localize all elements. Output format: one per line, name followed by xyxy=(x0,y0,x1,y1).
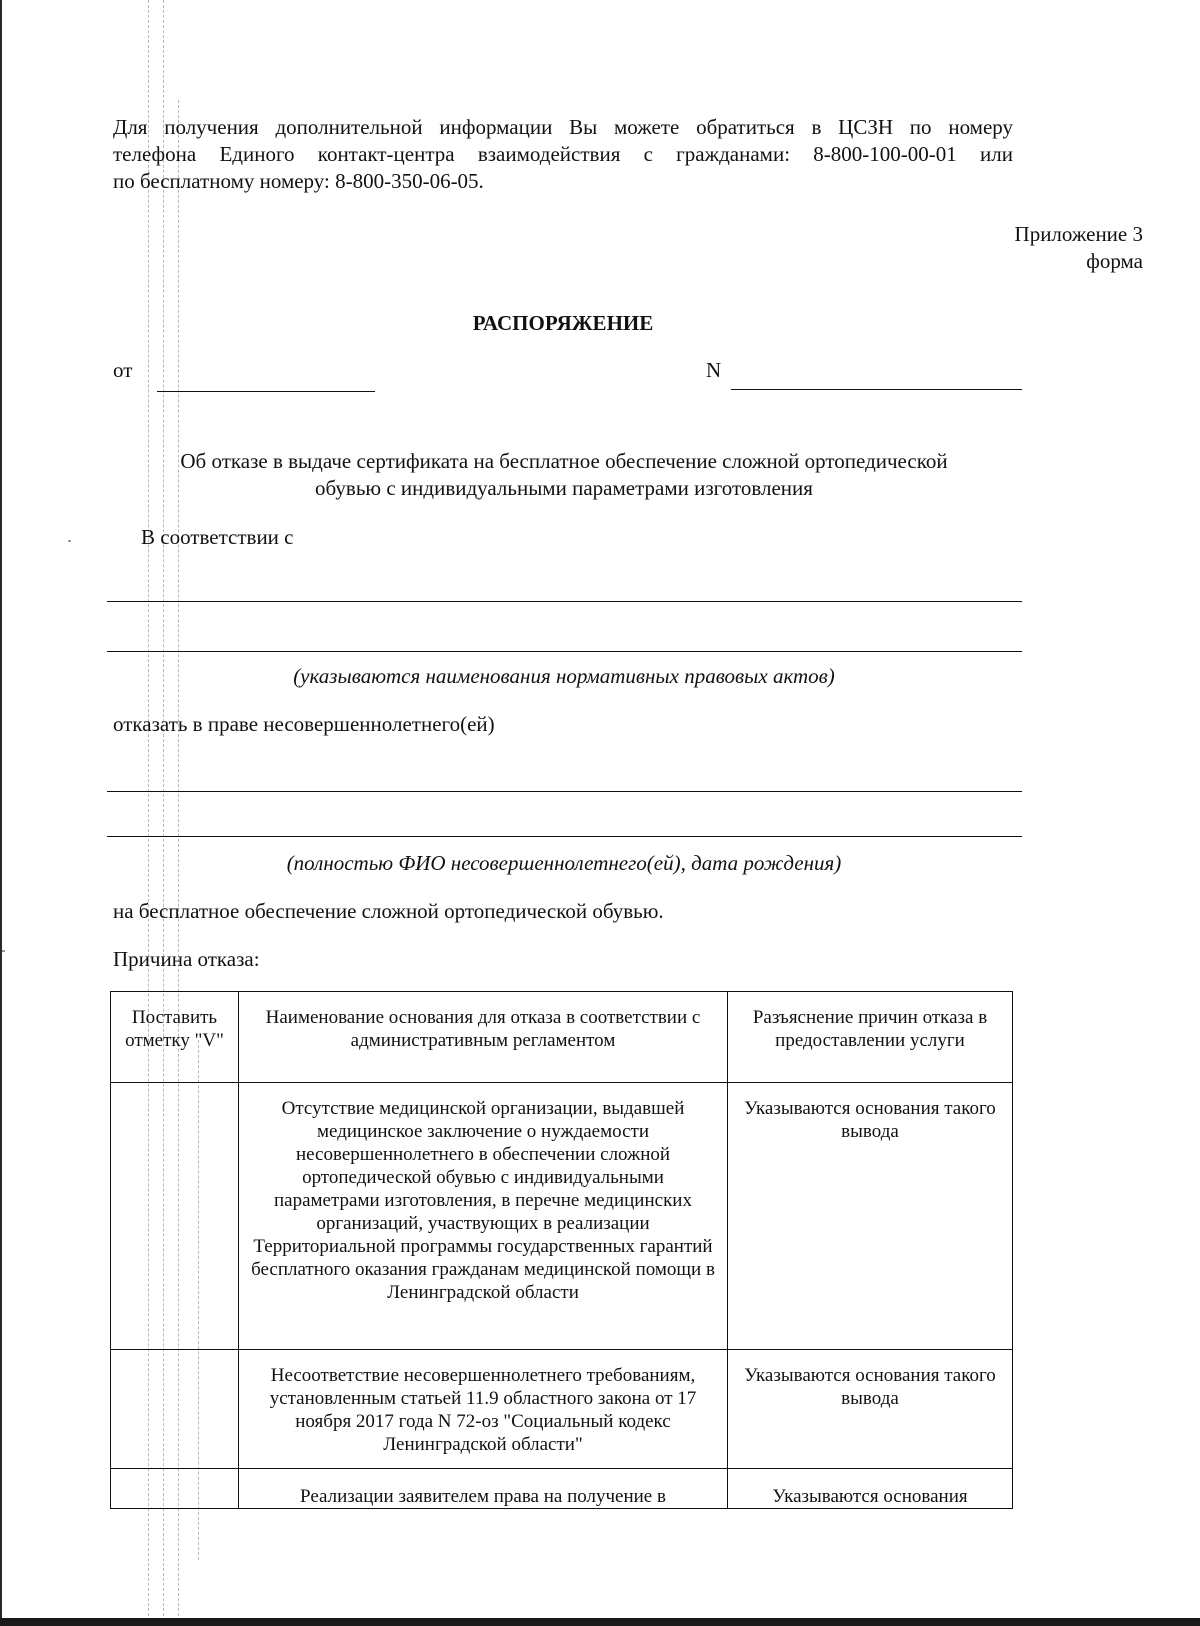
acts-field-line-2[interactable] xyxy=(107,651,1022,652)
info-line-2: телефона Единого контакт-центра взаимодействия с гражданами: 8-800-100-00-01 или xyxy=(113,142,1013,166)
scan-edge-left xyxy=(0,0,2,1626)
explanation-cell: Указываются основания xyxy=(728,1469,1013,1509)
scan-edge-bottom xyxy=(0,1618,1200,1626)
provision-text: на бесплатное обеспечение сложной ортопедической обувью. xyxy=(113,899,664,923)
header-reason: Наименование основания для отказа в соответствии с административным регламентом xyxy=(239,992,728,1083)
scan-speck xyxy=(2,950,5,952)
mark-cell[interactable] xyxy=(111,1469,239,1509)
appendix-block xyxy=(800,221,1143,275)
person-field-line-1[interactable] xyxy=(107,791,1022,792)
reason-label: Причина отказа: xyxy=(113,947,260,971)
order-from-label: от xyxy=(113,358,133,382)
table-row xyxy=(111,1083,1013,1350)
info-line-1: Для получения дополнительной информации Вы можете обратиться в ЦСЗН по номеру xyxy=(113,115,1013,139)
subject-block xyxy=(113,448,1015,502)
explanation-cell: Указываются основания такого вывода xyxy=(728,1083,1013,1350)
reason-cell: Несоответствие несовершеннолетнего требованиям, установленным статьей 11.9 областного закона от 17 ноября 2017 года N 72-оз "Социальный кодекс Ленинградской области" xyxy=(239,1350,728,1469)
header-explanation: Разъяснение причин отказа в предоставлении услуги xyxy=(728,992,1013,1083)
info-line-3: по бесплатному номеру: 8-800-350-06-05. xyxy=(113,169,484,193)
acts-hint: (указываются наименования нормативных правовых актов) xyxy=(293,664,835,688)
subject-line-2: обувью с индивидуальными параметрами изготовления xyxy=(315,476,813,500)
person-hint: (полностью ФИО несовершеннолетнего(ей), дата рождения) xyxy=(286,851,842,875)
info-paragraph xyxy=(113,114,1013,195)
order-number-field[interactable] xyxy=(731,389,1022,390)
explanation-cell: Указываются основания такого вывода xyxy=(728,1350,1013,1469)
appendix-form: форма xyxy=(1086,249,1143,273)
according-label: В соответствии с xyxy=(141,525,294,549)
order-number-label: N xyxy=(706,358,722,382)
subject-line-1: Об отказе в выдаче сертификата на бесплатное обеспечение сложной ортопедической xyxy=(180,449,948,473)
refuse-label: отказать в праве несовершеннолетнего(ей) xyxy=(113,712,495,736)
order-date-field[interactable] xyxy=(157,391,375,392)
mark-cell[interactable] xyxy=(111,1350,239,1469)
person-field-line-2[interactable] xyxy=(107,836,1022,837)
reason-cell: Отсутствие медицинской организации, выдавшей медицинское заключение о нуждаемости несовершеннолетнего в обеспечении сложной ортопедической обувью с индивидуальными параметрами изготовления, в перечне медицинских организаций, участвующих в реализации Территориальной программы государственных гарантий бесплатного оказания гражданам медицинской помощи в Ленинградской области xyxy=(239,1083,728,1350)
acts-field-line-1[interactable] xyxy=(107,601,1022,602)
table-row xyxy=(111,1469,1013,1509)
table-row xyxy=(111,1350,1013,1469)
mark-cell[interactable] xyxy=(111,1083,239,1350)
reason-cell: Реализации заявителем права на получение в xyxy=(239,1469,728,1509)
refusal-reasons-table xyxy=(110,991,1013,1509)
table-header-row xyxy=(111,992,1013,1083)
order-title: РАСПОРЯЖЕНИЕ xyxy=(472,311,654,335)
scan-speck xyxy=(68,540,71,542)
appendix-label: Приложение 3 xyxy=(1014,222,1143,246)
header-mark: Поставить отметку "V" xyxy=(111,992,239,1083)
